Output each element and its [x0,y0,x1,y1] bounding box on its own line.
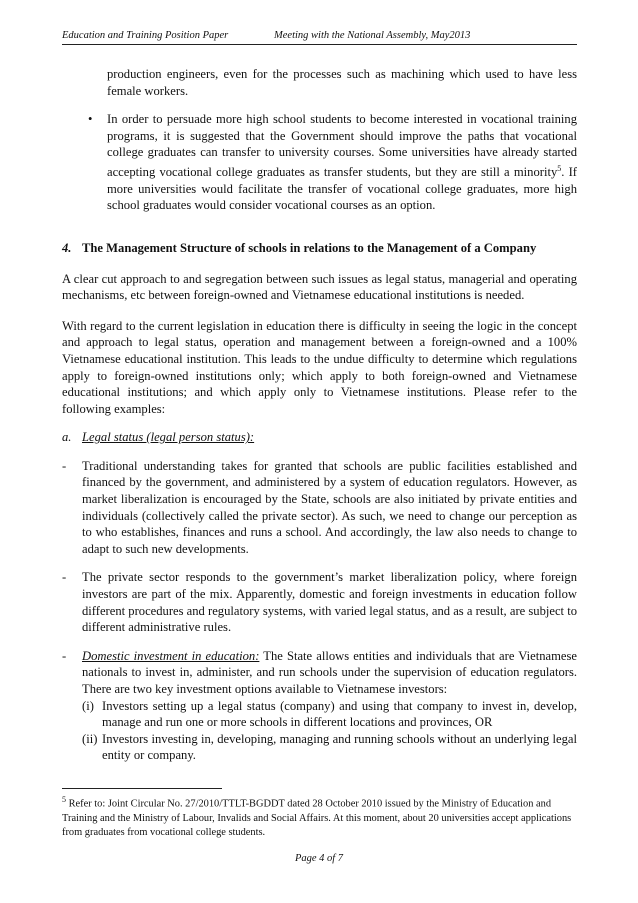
dash-item-text: Traditional understanding takes for granted that schools are public facilities established and financed by the government, and administered by a system of education regulators. However, as market liberalization is encouraged by the State, schools are also initiated by private entities and individuals (collectively called the private sector). As such, we need to change our perception as to who establishes, finances and runs a school. And accordingly, the law also needs to change to adapt to such new developments. [82,458,577,556]
option-number: (ii) [82,731,98,746]
option-number: (i) [82,698,94,713]
paragraph: A clear cut approach to and segregation between such issues as legal status, managerial and operating mechanisms, etc between foreign-owned and Vietnamese educational institutions is needed. [62,271,577,303]
subheading-text: Legal status (legal person status): [82,430,255,445]
option-text: Investors setting up a legal status (company) and using that company to invest in, develop, manage and run one or more schools in different locations and provinces, OR [102,698,577,730]
bullet-dot-icon: • [88,112,93,127]
dash-bullet: - [62,458,67,473]
dash-bullet: - [62,570,67,585]
dash-list-item-domestic [62,648,577,764]
bullet-text: In order to persuade more high school students to become interested in vocational training programs, it is suggested that the Government should improve the paths that vocational college graduates can transfer to university courses. Some universities have already started accepting vocational college graduates as transfer students, but they are still a minority$^5$. If more universities would facilitate the transfer of vocational college graduates, more high school graduates would consider vocational courses as an option. [107,112,577,213]
page-header [62,30,577,45]
domestic-investment-lead: Domestic investment in education: [82,648,260,663]
investment-option [82,731,577,764]
paragraph: With regard to the current legislation in education there is difficulty in seeing the logic in the concept and approach to legal status, operation and management between a foreign-owned and a 100% Vietnamese educational institution. This leads to the undue difficulty to determine which regulations apply to foreign-owned institutions only; which apply to both foreign-owned and Vietnamese educational institutions; and which apply only to Vietnamese institutions. Please refer to the following examples: [62,318,577,416]
footnote-text: Refer to: Joint Circular No. 27/2010/TTLT-BGDDT dated 28 October 2010 issued by the Ministry of Education and Training and the Ministry of Labour, Invalids and Social Affairs. At this moment, about 20 universities accept applications from graduates from vocational college students. [62,798,572,839]
dash-item-text: The private sector responds to the government’s market liberalization policy, where foreign investors are part of the mix. Apparently, domestic and foreign investments in education follow different procedures and regulatory systems, with varied legal status, and as a result, are subject to different administrative rules. [82,570,577,635]
subheading-letter: a. [62,430,72,445]
section-heading [62,240,577,257]
section-title: The Management Structure of schools in relations to the Management of a Company [82,240,537,255]
page-number: Page 4 of 7 [294,853,344,864]
bullet-item [62,111,577,214]
subheading-legal-status [62,429,577,446]
footnote [62,793,577,840]
footnote-ref: 5 [557,163,562,173]
investment-option [82,698,577,731]
footnote-mark: 5 [62,795,66,804]
dash-item-text: Domestic investment in education: The State allows entities and individuals that are Vietnamese nationals to invest in, administer, and run schools under the supervision of education regulators. There are two key investment options available to Vietnamese investors: [82,648,577,696]
dash-bullet: - [62,648,67,663]
dash-list-item [62,569,577,635]
continued-bullet-text: production engineers, even for the processes such as machining which used to have less female workers. [107,67,577,98]
header-meeting-info: Meeting with the National Assembly, May2013 [274,30,471,41]
page-body [62,66,577,764]
header-document-title: Education and Training Position Paper [62,30,229,41]
section-number: 4. [62,240,72,255]
option-text: Investors investing in, developing, managing and running schools without an underlying legal entity or company. [102,731,577,763]
footnote-separator [62,788,222,789]
dash-list-item [62,458,577,558]
